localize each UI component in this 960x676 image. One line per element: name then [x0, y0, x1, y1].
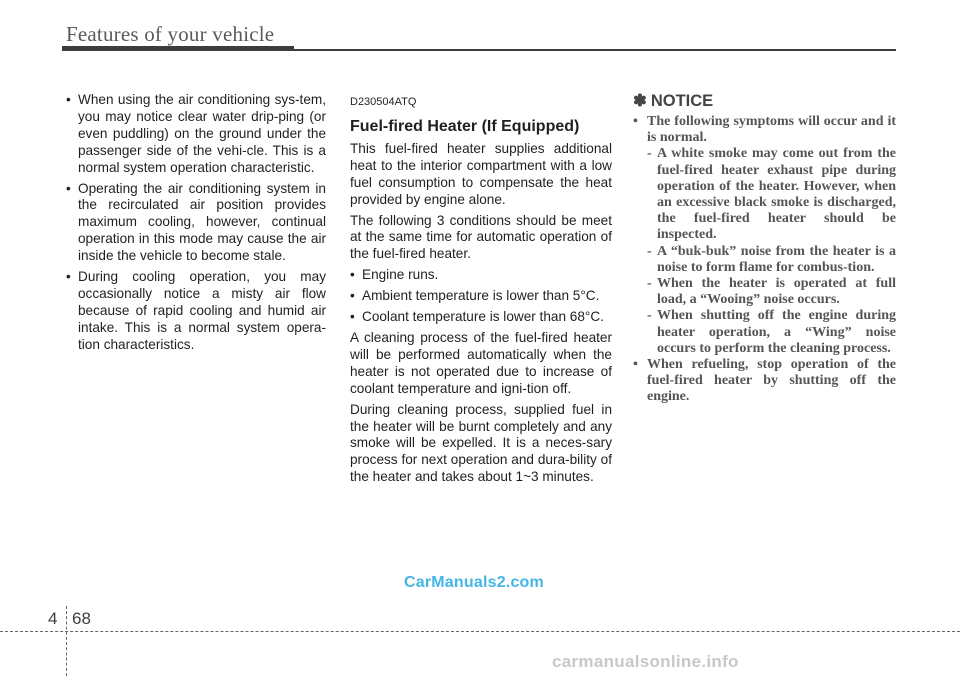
dash-text: A white smoke may come out from the fuel-fired heater exhaust pipe during operation of the heater. However, when an excessive black smoke is discharged, the fuel-fired heater should be inspected.	[657, 146, 896, 243]
footer-rule	[0, 631, 960, 632]
notice-box	[633, 92, 896, 406]
list-item	[66, 269, 326, 354]
bullet-icon: •	[350, 267, 355, 283]
bullet-text: During cooling operation, you may occasionally notice a misty air flow because of rapid cooling and humid air intake. This is a normal system opera-tion characteristics.	[78, 269, 326, 352]
bullet-icon: •	[66, 180, 71, 196]
notice-title: NOTICE	[650, 92, 714, 110]
bullet-icon: •	[633, 114, 638, 129]
site-watermark: carmanualsonline.info	[552, 652, 739, 671]
page-number: 68	[72, 609, 91, 628]
list-item	[633, 114, 896, 146]
notice-heading	[633, 92, 896, 111]
dash-text: When shutting off the engine during heater operation, a “Wing” noise occurs to perform the cleaning process.	[657, 308, 896, 356]
dash-text: When the heater is operated at full load, a “Wooing” noise occurs.	[657, 276, 896, 308]
bullet-text: Ambient temperature is lower than 5°C.	[362, 288, 600, 304]
notice-body	[633, 114, 896, 406]
header-rule-thick	[62, 46, 294, 51]
bullet-icon: •	[350, 309, 355, 325]
page-header-title: Features of your vehicle	[66, 22, 275, 46]
paragraph: The following 3 conditions should be meet at the same time for automatic operation of the fuel-fired heater.	[350, 212, 612, 262]
section-title: Fuel-fired Heater (If Equipped)	[350, 117, 580, 135]
bullet-text: When refueling, stop operation of the fuel-fired heater by shutting off the engine.	[647, 357, 896, 405]
dash-icon: -	[647, 243, 652, 259]
bullet-text: Operating the air conditioning system in the recirculated air position provides maximum cooling, however, continual operation in this mode may cause the air inside the vehicle to become stale.	[78, 180, 326, 264]
bullet-text: When using the air conditioning sys-tem, you may notice clear water drip-ping (or even puddling) on the ground under the passenger side of the vehi-cle. This is a normal system operation characteristic.	[78, 92, 326, 175]
dash-icon: -	[647, 276, 652, 292]
chapter-number: 4	[48, 609, 58, 628]
bullet-text: The following symptoms will occur and it is normal.	[647, 114, 896, 146]
bullet-text: Engine runs.	[362, 267, 439, 283]
footer-divider	[66, 606, 67, 676]
list-item	[350, 267, 612, 284]
dash-icon: -	[647, 308, 652, 324]
header-rule-thin	[294, 49, 896, 51]
section-code: D230504ATQ	[350, 96, 417, 108]
list-item	[633, 146, 896, 243]
notice-star-icon: ✽	[633, 92, 647, 110]
bullet-icon: •	[350, 288, 355, 304]
list-item	[66, 181, 326, 266]
paragraph: This fuel-fired heater supplies additional heat to the interior compartment with a low fuel consumption to compensate the heat provided by engine alone.	[350, 140, 612, 207]
paragraph: A cleaning process of the fuel-fired heater will be performed automatically when the heater is not operated due to increase of coolant temperature and igni-tion off.	[350, 329, 612, 396]
dash-text: A “buk-buk” noise from the heater is a noise to form flame for combus-tion.	[657, 243, 896, 275]
column-fuel-fired-heater	[350, 92, 612, 490]
list-item	[66, 92, 326, 177]
list-item	[633, 308, 896, 357]
watermark-link[interactable]: CarManuals2.com	[404, 574, 544, 591]
list-item	[350, 309, 612, 326]
list-item	[633, 357, 896, 406]
bullet-icon: •	[633, 357, 638, 373]
bullet-text: Coolant temperature is lower than 68°C.	[362, 309, 604, 325]
bullet-icon: •	[66, 269, 71, 285]
list-item	[633, 276, 896, 308]
paragraph: During cleaning process, supplied fuel in the heater will be burnt completely and any smoke will be expelled. It is a neces-sary process for next operation and dura-bility of the heater and takes about 1~3 minutes.	[350, 401, 612, 485]
dash-icon: -	[647, 146, 652, 162]
column-air-conditioning	[66, 92, 326, 358]
list-item	[350, 288, 612, 305]
list-item	[633, 244, 896, 276]
bullet-icon: •	[66, 92, 71, 107]
